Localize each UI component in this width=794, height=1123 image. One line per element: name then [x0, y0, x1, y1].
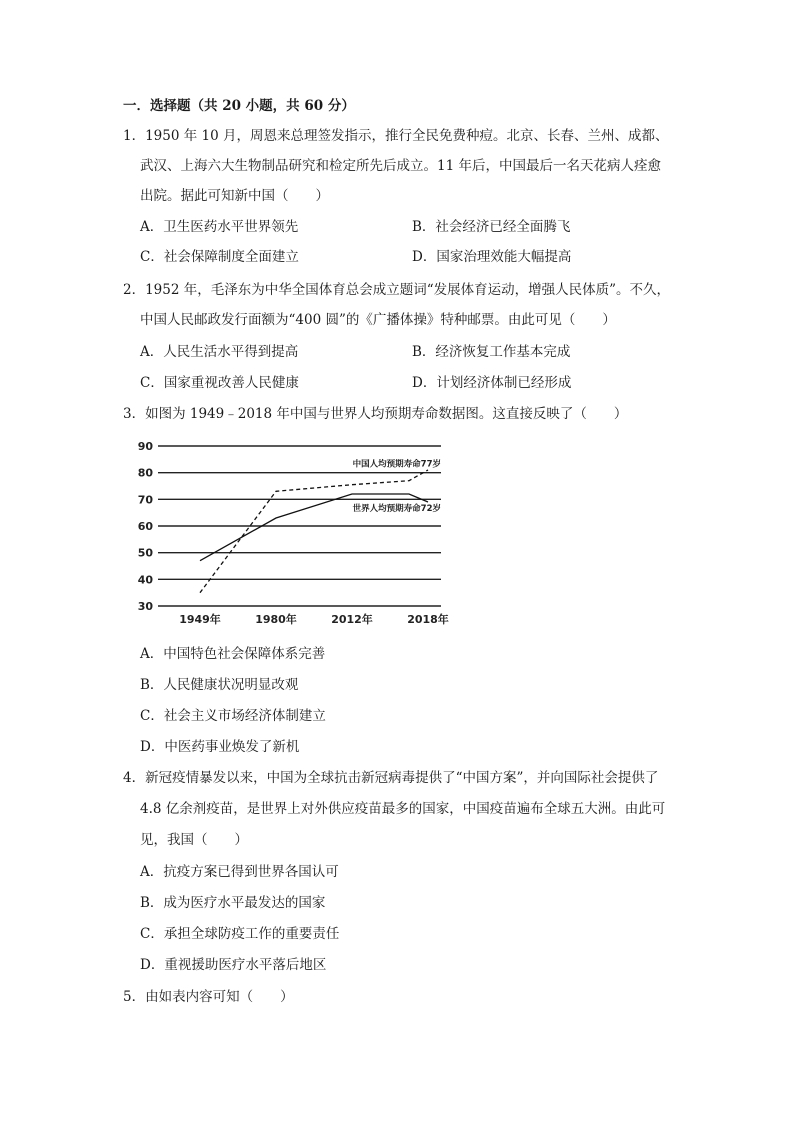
question-4-line-3: 见，我国（ ） [140, 832, 248, 848]
question-1-option-c: C．社会保障制度全面建立 [140, 249, 299, 265]
world-annotation: 世界人均预期寿命72岁 [352, 504, 441, 514]
question-4-line-2: 4.8 亿余剂疫苗，是世界上对外供应疫苗最多的国家，中国疫苗遍布全球五大洲。由此可 [140, 801, 666, 817]
y-tick-label: 90 [137, 440, 153, 453]
y-tick-label: 60 [137, 520, 153, 533]
question-1-option-b: B．社会经济已经全面腾飞 [412, 219, 571, 235]
question-3-option-a: A．中国特色社会保障体系完善 [140, 646, 326, 662]
x-tick-label: 1949年 [179, 613, 221, 626]
question-5-line-1: 5．由如表内容可知（ ） [123, 989, 294, 1005]
china-annotation: 中国人均预期寿命77岁 [352, 459, 441, 470]
question-4-option-b: B．成为医疗水平最发达的国家 [140, 895, 326, 911]
question-4-option-d: D．重视援助医疗水平落后地区 [140, 957, 327, 973]
y-tick-label: 40 [137, 573, 153, 587]
question-2-line-1: 2．1952 年，毛泽东为中华全国体育总会成立题词“发展体育运动，增强人民体质”。不久， [123, 282, 671, 298]
question-1-line-2: 武汉、上海六大生物制品研究和检定所先后成立。11 年后，中国最后一名天花病人痊愈 [140, 158, 661, 174]
x-tick-label: 2018年 [407, 613, 449, 626]
x-tick-label: 1980年 [255, 613, 297, 626]
y-tick-label: 50 [137, 546, 153, 560]
y-tick-label: 80 [137, 466, 153, 480]
question-3-option-d: D．中医药事业焕发了新机 [140, 739, 300, 755]
y-tick-label: 30 [137, 600, 153, 613]
question-4-line-1: 4．新冠疫情暴发以来，中国为全球抗击新冠病毒提供了“中国方案”，并向国际社会提供了 [123, 770, 659, 786]
question-2-option-c: C．国家重视改善人民健康 [140, 375, 299, 391]
y-tick-label: 70 [137, 493, 153, 507]
chart-svg [138, 438, 448, 630]
question-2-option-d: D．计划经济体制已经形成 [412, 375, 572, 391]
question-4-option-c: C．承担全球防疫工作的重要责任 [140, 926, 340, 942]
question-3-option-c: C．社会主义市场经济体制建立 [140, 708, 326, 724]
question-1-option-a: A．卫生医药水平世界领先 [140, 219, 299, 235]
question-1-option-d: D．国家治理效能大幅提高 [412, 249, 572, 265]
question-2-option-a: A．人民生活水平得到提高 [140, 344, 299, 360]
question-4-option-a: A．抗疫方案已得到世界各国认可 [140, 864, 339, 880]
question-2-option-b: B．经济恢复工作基本完成 [412, 344, 571, 360]
china-life-expectancy-line [200, 470, 428, 593]
life-expectancy-chart [138, 438, 448, 630]
question-2-line-2: 中国人民邮政发行面额为“400 圆”的《广播体操》特种邮票。由此可见（ ） [140, 312, 616, 328]
question-1-line-3: 出院。据此可知新中国（ ） [140, 188, 329, 204]
section-title: 一．选择题（共 20 小题，共 60 分） [123, 98, 355, 114]
question-1-line-1: 1．1950 年 10 月，周恩来总理签发指示，推行全民免费种痘。北京、长春、兰州、成都、 [123, 128, 669, 144]
question-3-option-b: B．人民健康状况明显改观 [140, 677, 299, 693]
x-tick-label: 2012年 [331, 613, 373, 626]
question-3-line-1: 3．如图为 1949﹣2018 年中国与世界人均预期寿命数据图。这直接反映了（ ） [123, 406, 628, 422]
